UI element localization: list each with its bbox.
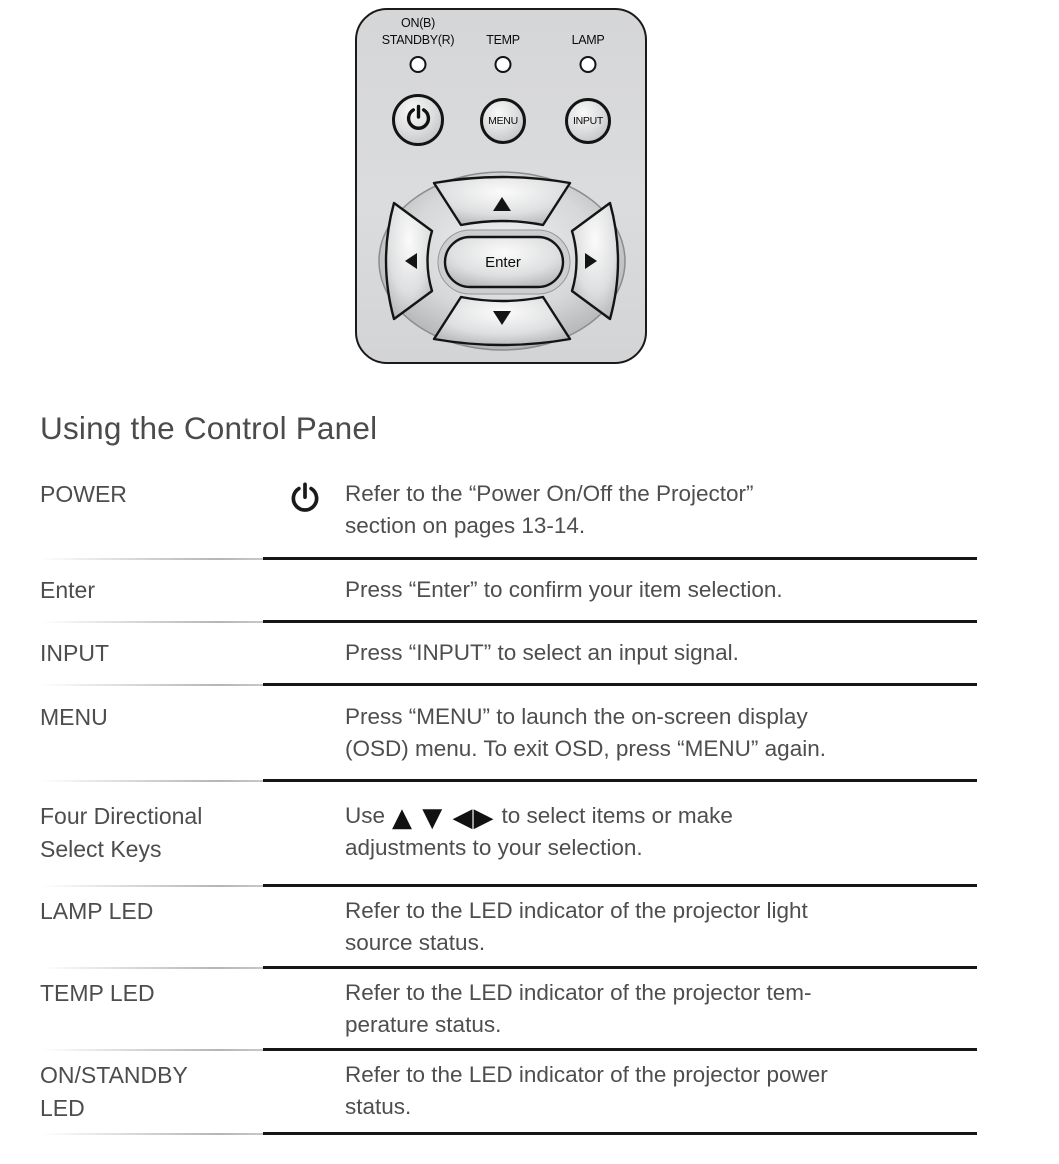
row-label: TEMP LED	[40, 980, 155, 1006]
row-description: Refer to the LED indicator of the projector tem- perature status.	[345, 980, 812, 1037]
row-description: Press “MENU” to launch the on-screen display (OSD) menu. To exit OSD, press “MENU” again.	[345, 704, 826, 761]
table-row-enter	[40, 560, 977, 620]
row-label: POWER	[40, 481, 127, 507]
row-description: Refer to the LED indicator of the projector power status.	[345, 1062, 828, 1119]
temp-led-indicator	[495, 56, 512, 73]
row-label: MENU	[40, 704, 108, 730]
directional-pad	[377, 170, 627, 352]
row-label: Enter	[40, 577, 95, 603]
row-description: Refer to the LED indicator of the projector light source status.	[345, 898, 808, 955]
input-button	[565, 98, 611, 144]
power-button	[392, 94, 444, 146]
projector-control-panel	[355, 8, 647, 364]
control-panel-table	[40, 462, 977, 1135]
lamp-led-label: LAMP	[571, 33, 605, 47]
on-standby-led-indicator	[410, 56, 427, 73]
table-row-lamp-led	[40, 887, 977, 966]
page-title: Using the Control Panel	[40, 410, 378, 446]
lamp-led-indicator	[580, 56, 597, 73]
power-icon-cell	[265, 478, 345, 542]
row-description: Refer to the “Power On/Off the Projector” section on pages 13-14.	[345, 481, 754, 538]
row-divider	[40, 1132, 977, 1135]
table-row-menu	[40, 686, 977, 779]
input-button-label: INPUT	[572, 115, 603, 127]
table-row-temp-led	[40, 969, 977, 1048]
row-description: Use ▲ ▼ ◀▶ to select items or make adjustments to your selection.	[345, 803, 733, 860]
menu-button	[480, 98, 526, 144]
row-label: INPUT	[40, 640, 109, 666]
standby-r-led-label: STANDBY(R)	[381, 33, 455, 47]
row-label: Four Directional Select Keys	[40, 803, 203, 862]
power-icon	[288, 504, 322, 521]
temp-led-label: TEMP	[486, 33, 520, 47]
table-row-directional-keys	[40, 782, 977, 884]
power-icon	[404, 103, 433, 138]
row-label: ON/STANDBY LED	[40, 1062, 188, 1121]
row-label: LAMP LED	[40, 898, 154, 924]
table-row-input	[40, 623, 977, 683]
directional-arrows-icon: ▲ ▼ ◀▶	[392, 803, 495, 833]
on-b-led-label: ON(B)	[401, 16, 435, 30]
row-description: Press “Enter” to confirm your item selection.	[345, 577, 783, 602]
row-description: Press “INPUT” to select an input signal.	[345, 640, 739, 665]
table-row-power	[40, 462, 977, 557]
menu-button-label: MENU	[488, 115, 518, 127]
enter-button-label: Enter	[485, 254, 521, 271]
table-row-on-standby-led	[40, 1051, 977, 1132]
